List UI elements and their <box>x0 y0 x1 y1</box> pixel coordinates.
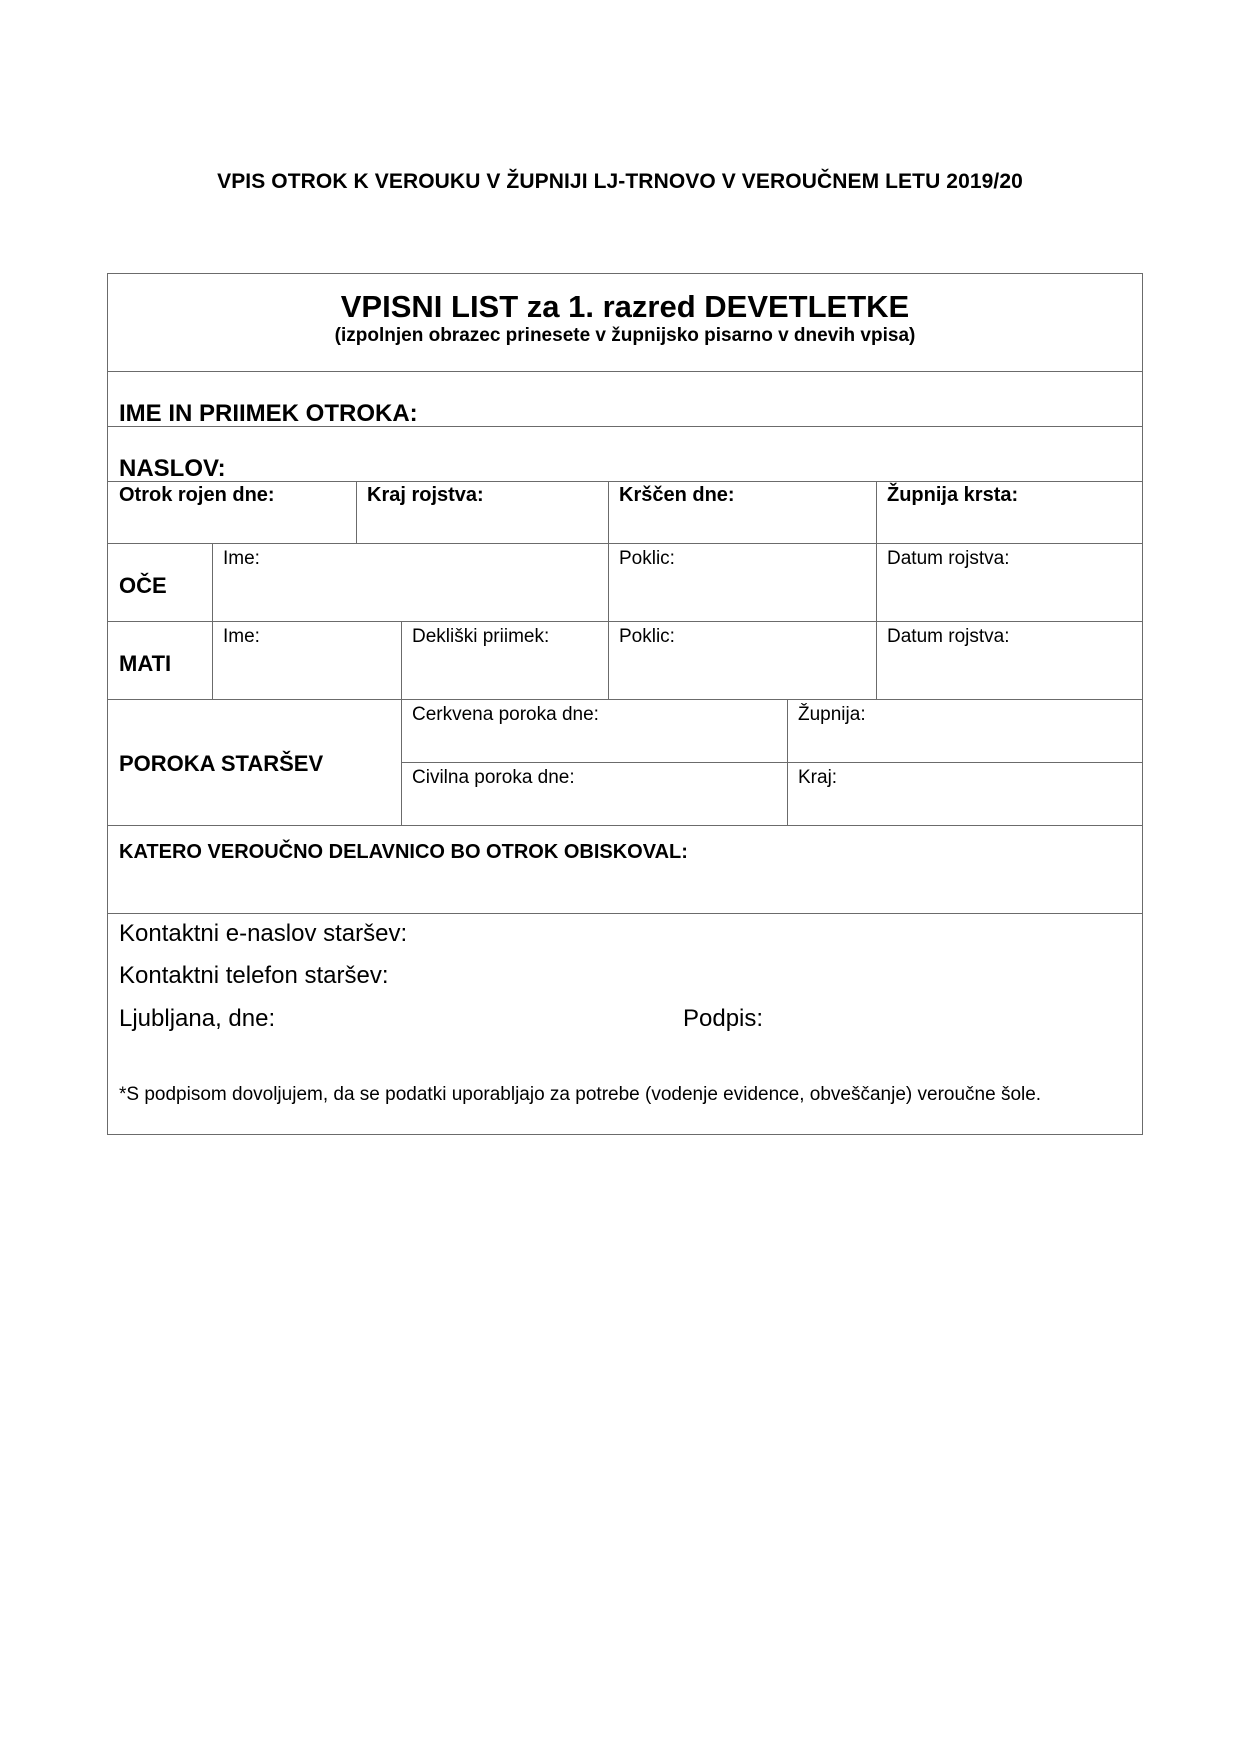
mother-maiden-name-label: Dekliški priimek: <box>412 626 550 647</box>
divider <box>108 543 1142 544</box>
divider <box>787 699 788 825</box>
place-date-label: Ljubljana, dne: <box>119 1005 276 1032</box>
divider <box>356 481 357 543</box>
father-name-label: Ime: <box>223 548 260 569</box>
church-wedding-label: Cerkvena poroka dne: <box>412 704 599 725</box>
consent-note: *S podpisom dovoljujem, da se podatki uporabljajo za potrebe (vodenje evidence, obveščanje) veroučne šole. <box>119 1084 1042 1105</box>
mother-birthdate-label: Datum rojstva: <box>887 626 1010 647</box>
workshop-label: KATERO VEROUČNO DELAVNICO BO OTROK OBISKOVAL: <box>119 841 688 863</box>
enrollment-form <box>107 273 1143 1135</box>
form-heading: VPISNI LIST za 1. razred DEVETLETKE <box>340 289 910 324</box>
wedding-place-label: Kraj: <box>798 767 838 788</box>
baptism-parish-label: Župnija krsta: <box>887 484 1019 506</box>
divider <box>108 825 1142 826</box>
civil-wedding-label: Civilna poroka dne: <box>412 767 575 788</box>
divider <box>212 543 213 699</box>
divider <box>108 371 1142 372</box>
divider <box>108 621 1142 622</box>
divider <box>876 481 877 699</box>
divider <box>108 913 1142 914</box>
signature-label: Podpis: <box>683 1005 764 1032</box>
contact-phone-label: Kontaktni telefon staršev: <box>119 962 389 989</box>
mother-row-label: MATI <box>119 651 172 676</box>
divider <box>108 481 1142 482</box>
address-label: NASLOV: <box>119 455 226 482</box>
divider <box>108 699 1142 700</box>
divider <box>401 621 402 825</box>
divider <box>401 762 1142 763</box>
born-date-label: Otrok rojen dne: <box>119 484 275 506</box>
father-row-label: OČE <box>119 573 167 598</box>
mother-occupation-label: Poklic: <box>619 626 675 647</box>
form-subheading: (izpolnjen obrazec prinesete v župnijsko pisarno v dnevih vpisa) <box>334 325 916 346</box>
parents-marriage-label: POROKA STARŠEV <box>119 751 324 776</box>
birthplace-label: Kraj rojstva: <box>367 484 484 506</box>
baptism-date-label: Krščen dne: <box>619 484 735 506</box>
divider <box>608 481 609 699</box>
child-name-label: IME IN PRIIMEK OTROKA: <box>119 400 418 427</box>
mother-name-label: Ime: <box>223 626 260 647</box>
father-occupation-label: Poklic: <box>619 548 675 569</box>
document-title: VPIS OTROK K VEROUKU V ŽUPNIJI LJ-TRNOVO V VEROUČNEM LETU 2019/20 <box>217 170 1023 193</box>
contact-email-label: Kontaktni e-naslov staršev: <box>119 920 408 947</box>
father-birthdate-label: Datum rojstva: <box>887 548 1010 569</box>
wedding-parish-label: Župnija: <box>798 704 866 725</box>
